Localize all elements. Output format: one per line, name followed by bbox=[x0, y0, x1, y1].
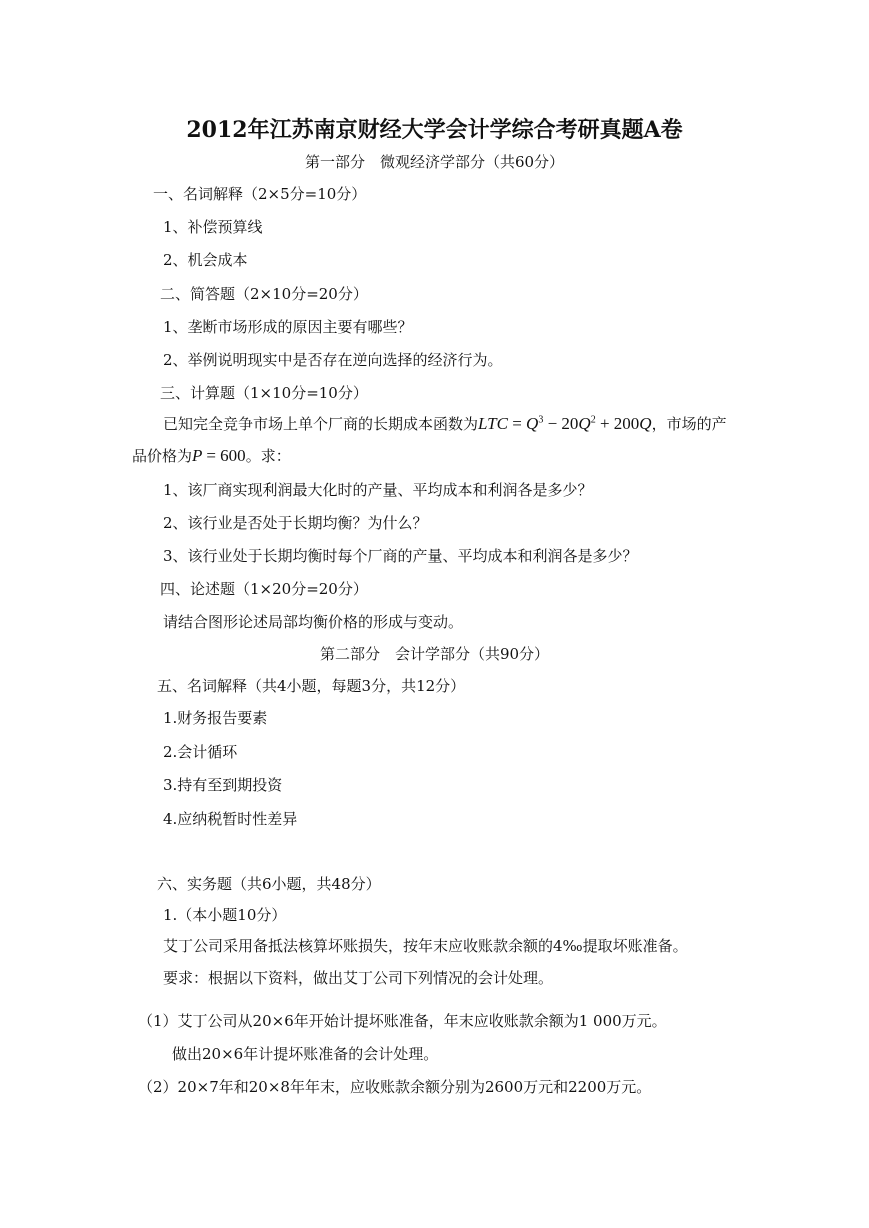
s1-item-1: 1、补偿预算线 bbox=[163, 218, 263, 236]
s6-q1-requirement: 要求：根据以下资料，做出艾丁公司下列情况的会计处理。 bbox=[163, 969, 554, 987]
document-title: 2012年江苏南京财经大学会计学综合考研真题A卷 bbox=[186, 117, 683, 143]
s1-item-2: 2、机会成本 bbox=[163, 251, 248, 269]
section4-heading: 四、论述题（1×20分=20分） bbox=[160, 580, 368, 598]
part1-heading: 第一部分 微观经济学部分（共60分） bbox=[304, 153, 565, 171]
section3-heading: 三、计算题（1×10分=10分） bbox=[160, 384, 368, 402]
cost-function-formula: LTC = $Q^3 - 20Q^2 + 200Q$ bbox=[478, 414, 652, 433]
s3-item-3: 3、该行业处于长期均衡时每个厂商的产量、平均成本和利润各是多少？ bbox=[163, 547, 638, 565]
s2-item-2: 2、举例说明现实中是否存在逆向选择的经济行为。 bbox=[163, 351, 503, 369]
s6-q1-item-1-task: 做出20×6年计提坏账准备的会计处理。 bbox=[172, 1045, 439, 1063]
s3-intro-tail: ，市场的产 bbox=[651, 415, 727, 433]
s6-q1-item-1: （1）艾丁公司从20×6年开始计提坏账准备，年末应收账款余额为1 000万元。 bbox=[138, 1012, 667, 1030]
s6-q1-item-2: （2）20×7年和20×8年年末，应收账款余额分别为2600万元和2200万元。 bbox=[138, 1078, 652, 1096]
s3-intro-text: 已知完全竞争市场上单个厂商的长期成本函数为 bbox=[163, 415, 479, 433]
s5-item-1: 1.财务报告要素 bbox=[163, 709, 268, 727]
section6-heading: 六、实务题（共6小题，共48分） bbox=[157, 875, 381, 893]
s5-item-3: 3.持有至到期投资 bbox=[163, 776, 283, 794]
s3-item-2: 2、该行业是否处于长期均衡？为什么？ bbox=[163, 514, 428, 532]
s2-item-1: 1、垄断市场形成的原因主要有哪些？ bbox=[163, 318, 413, 336]
s3-intro-line2 bbox=[132, 446, 291, 466]
section1-heading: 一、名词解释（2×5分=10分） bbox=[153, 185, 367, 203]
section2-heading: 二、简答题（2×10分=20分） bbox=[160, 285, 368, 303]
s6-q1-paragraph: 艾丁公司采用备抵法核算坏账损失，按年末应收账款余额的4‰提取坏账准备。 bbox=[163, 937, 688, 955]
s3-price-text: 品价格为 bbox=[132, 447, 193, 465]
s4-item-1: 请结合图形论述局部均衡价格的形成与变动。 bbox=[163, 613, 464, 631]
s6-q1-heading: 1.（本小题10分） bbox=[163, 906, 287, 924]
part2-heading: 第二部分 会计学部分（共90分） bbox=[319, 645, 550, 663]
s3-item-1: 1、该厂商实现利润最大化时的产量、平均成本和利润各是多少？ bbox=[163, 481, 593, 499]
s5-item-4: 4.应纳税暂时性差异 bbox=[163, 810, 298, 828]
price-formula: P = 600 bbox=[192, 446, 246, 465]
s3-price-tail: 。求： bbox=[245, 447, 291, 465]
section5-heading: 五、名词解释（共4小题，每题3分，共12分） bbox=[157, 677, 466, 695]
s5-item-2: 2.会计循环 bbox=[163, 743, 238, 761]
s3-intro-line1 bbox=[163, 414, 727, 434]
